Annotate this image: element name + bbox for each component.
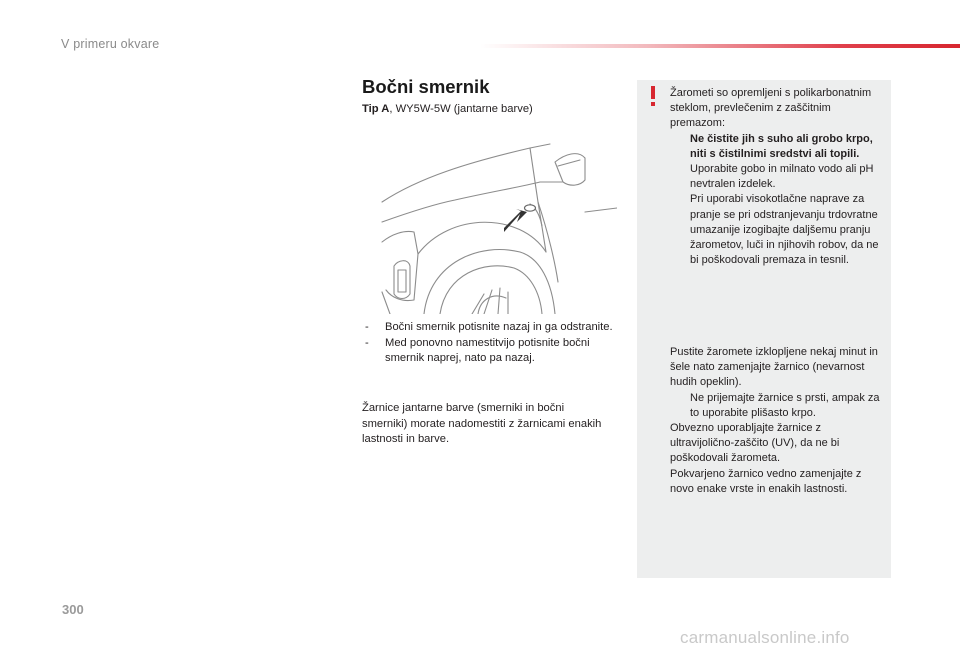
procedure-steps bbox=[362, 320, 617, 367]
info-bullets bbox=[670, 391, 888, 421]
side-indicator-illustration bbox=[380, 142, 617, 314]
step-item bbox=[362, 336, 617, 367]
step-dash: - bbox=[365, 336, 369, 349]
info-bullet bbox=[670, 391, 888, 421]
warning-bullet bbox=[670, 162, 886, 192]
info-paragraph: Pustite žaromete izklopljene nekaj minut in šele nato zamenjajte žarnico (nevarnost hudih opeklin). bbox=[670, 346, 878, 389]
bulb-handling-info bbox=[670, 345, 888, 497]
info-paragraph: Pokvarjeno žarnico vedno zamenjajte z novo enake vrste in enakih lastnosti. bbox=[670, 467, 862, 495]
bullet-text: Ne čistite jih s suho ali grobo krpo, niti s čistilnimi sredstvi ali topili. bbox=[690, 132, 873, 160]
arrow-pointer bbox=[504, 209, 527, 232]
step-text: Bočni smernik potisnite nazaj in ga odstranite. bbox=[385, 321, 613, 333]
chapter-title: V primeru okvare bbox=[61, 37, 160, 51]
info-paragraph: Obvezno uporabljajte žarnice z ultravijolično-zaščito (UV), da ne bi poškodovali žarometa. bbox=[670, 422, 840, 465]
section-title: Bočni smernik bbox=[362, 76, 490, 97]
warning-bullets bbox=[670, 132, 886, 269]
exclamation-icon bbox=[648, 86, 658, 106]
warning-text bbox=[670, 86, 886, 268]
bulb-type-line bbox=[362, 103, 533, 115]
warning-bullet bbox=[670, 192, 886, 268]
amber-bulb-note: Žarnice jantarne barve (smerniki in bočni smerniki) morate nadomestiti z žarnicami enakih lastnosti in barve. bbox=[362, 402, 602, 445]
page-number: 300 bbox=[62, 602, 84, 617]
bullet-text: Uporabite gobo in milnato vodo ali pH nevtralen izdelek. bbox=[690, 163, 874, 191]
bulb-type-spec: , WY5W-5W (jantarne barve) bbox=[389, 103, 533, 115]
step-dash: - bbox=[365, 321, 369, 333]
step-text: Med ponovno namestitvijo potisnite bočni smernik naprej, nato pa nazaj. bbox=[385, 336, 590, 364]
bulb-type-label: Tip A bbox=[362, 103, 390, 115]
bullet-text: Pri uporabi visokotlačne naprave za pranje se pri odstranjevanju trdovratne umazanije izogibajte daljšemu pranju žarometov, luči in njihovih robov, da ne bi poškodovali premaza in tesnil. bbox=[690, 193, 879, 267]
step-item bbox=[362, 320, 617, 336]
warning-intro: Žarometi so opremljeni s polikarbonatnim steklom, prevlečenim z zaščitnim premazom: bbox=[670, 87, 872, 130]
watermark: carmanualsonline.info bbox=[680, 628, 850, 647]
header-accent-bar bbox=[480, 44, 960, 48]
bullet-text: Ne prijemajte žarnice s prsti, ampak za to uporabite plišasto krpo. bbox=[690, 391, 880, 419]
warning-bullet bbox=[670, 132, 886, 162]
